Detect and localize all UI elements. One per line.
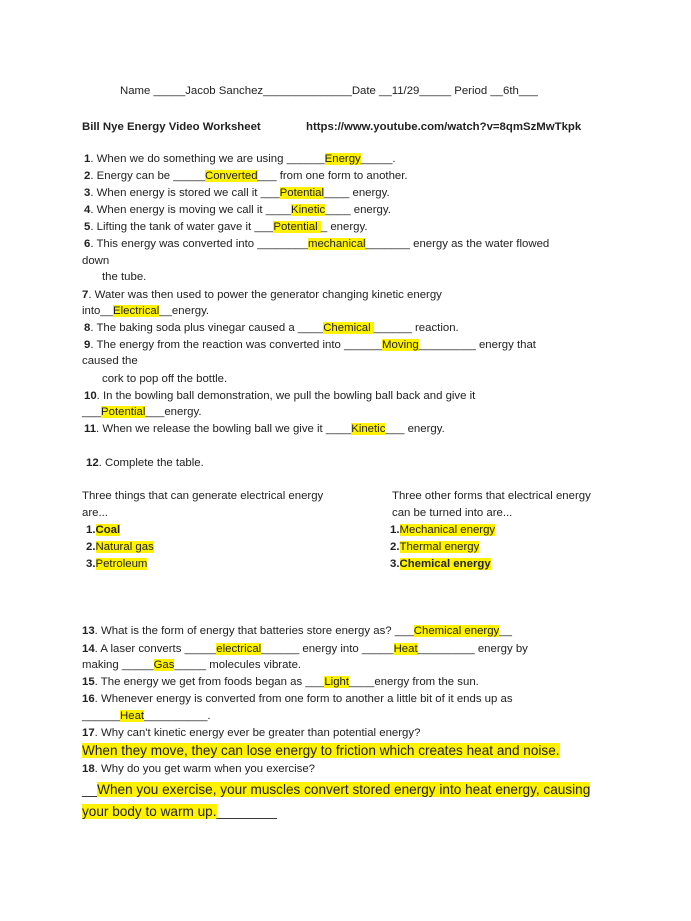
question-9-line3: cork to pop off the bottle.	[102, 373, 228, 385]
question-18: 18. Why do you get warm when you exercise?	[82, 763, 315, 775]
table-right-heading-2: can be turned into are...	[392, 507, 513, 519]
list-item-right-3: 3.Chemical energy	[390, 558, 491, 570]
question-13: 13. What is the form of energy that batteries store energy as? ___Chemical energy__	[82, 625, 512, 637]
question-10-line2: ___Potential___energy.	[82, 406, 202, 418]
answer-4: Kinetic	[291, 204, 326, 216]
question-3: 3. When energy is stored we call it ___Potential____ energy.	[84, 187, 390, 199]
question-9-line2: caused the	[82, 355, 138, 367]
list-item-right-2: 2.Thermal energy	[390, 541, 480, 553]
question-12: 12. Complete the table.	[86, 457, 204, 469]
question-1: 1. When we do something we are using ______Energy_____.	[84, 153, 396, 165]
question-11: 11. When we release the bowling ball we give it ____Kinetic___ energy.	[84, 423, 445, 435]
worksheet-title: Bill Nye Energy Video Worksheet	[82, 121, 261, 133]
answer-11: Kinetic	[351, 423, 386, 435]
question-7-line2: into__Electrical__energy.	[82, 305, 210, 317]
answer-14c: Gas	[153, 659, 175, 671]
header-line: Name _____Jacob Sanchez______________Date __11/29_____ Period __6th___	[120, 85, 538, 97]
answer-18-line2: your body to warm up.________	[82, 804, 277, 819]
answer-3: Potential	[279, 187, 324, 199]
question-9: 9. The energy from the reaction was converted into ______Moving_________ energy that	[84, 339, 536, 351]
student-name: Jacob Sanchez	[185, 85, 264, 97]
question-6: 6. This energy was converted into ________mechanical_______ energy as the water flowed	[84, 238, 550, 250]
answer-14a: electrical	[216, 643, 262, 655]
question-8: 8. The baking soda plus vinegar caused a ____Chemical ______ reaction.	[84, 322, 459, 334]
answer-5: Potential	[273, 221, 321, 233]
question-4: 4. When energy is moving we call it ____Kinetic____ energy.	[84, 204, 391, 216]
question-10: 10. In the bowling ball demonstration, we pull the bowling ball back and give it	[84, 390, 476, 402]
question-16-line2: ______Heat__________.	[82, 710, 211, 722]
table-left-heading-2: are...	[82, 507, 108, 519]
list-item-left-3: 3.Petroleum	[86, 558, 148, 570]
video-url[interactable]: https://www.youtube.com/watch?v=8qmSzMwTkpk	[306, 121, 582, 133]
question-15: 15. The energy we get from foods began as ___Light____energy from the sun.	[82, 676, 479, 688]
answer-7: Electrical	[113, 305, 160, 317]
answer-18: __When you exercise, your muscles convert stored energy into heat energy, causing	[82, 782, 591, 797]
question-16: 16. Whenever energy is converted from one form to another a little bit of it ends up as	[82, 693, 513, 705]
answer-6: mechanical	[307, 238, 366, 250]
question-6-line3: the tube.	[102, 271, 147, 283]
table-left-heading: Three things that can generate electrical energy	[82, 490, 324, 502]
answer-16: Heat	[120, 710, 145, 722]
list-item-left-1: 1.Coal	[86, 524, 121, 536]
question-5: 5. Lifting the tank of water gave it ___Potential _ energy.	[84, 221, 368, 233]
answer-15: Light	[324, 676, 350, 688]
table-right-heading: Three other forms that electrical energy	[392, 490, 591, 502]
question-2: 2. Energy can be _____Converted___ from one form to another.	[84, 170, 408, 182]
answer-13: Chemical energy	[413, 625, 500, 637]
answer-9: Moving	[382, 339, 419, 351]
answer-8: Chemical	[323, 322, 374, 334]
question-17: 17. Why can't kinetic energy ever be greater than potential energy?	[82, 727, 421, 739]
list-item-right-1: 1.Mechanical energy	[390, 524, 496, 536]
question-7: 7. Water was then used to power the generator changing kinetic energy	[82, 289, 442, 301]
date-value: 11/29	[391, 85, 420, 97]
question-14: 14. A laser converts _____electrical______ energy into _____Heat_________ energy by	[82, 643, 528, 655]
question-14-line2: making _____Gas_____ molecules vibrate.	[82, 659, 302, 671]
list-item-left-2: 2.Natural gas	[86, 541, 154, 553]
question-6-line2: down	[82, 255, 110, 267]
answer-17: When they move, they can lose energy to friction which creates heat and noise.	[82, 743, 560, 758]
period-value: 6th	[503, 85, 519, 97]
answer-2: Converted	[204, 170, 258, 182]
answer-1: Energy	[324, 153, 361, 165]
answer-10: Potential	[101, 406, 146, 418]
answer-14b: Heat	[393, 643, 418, 655]
